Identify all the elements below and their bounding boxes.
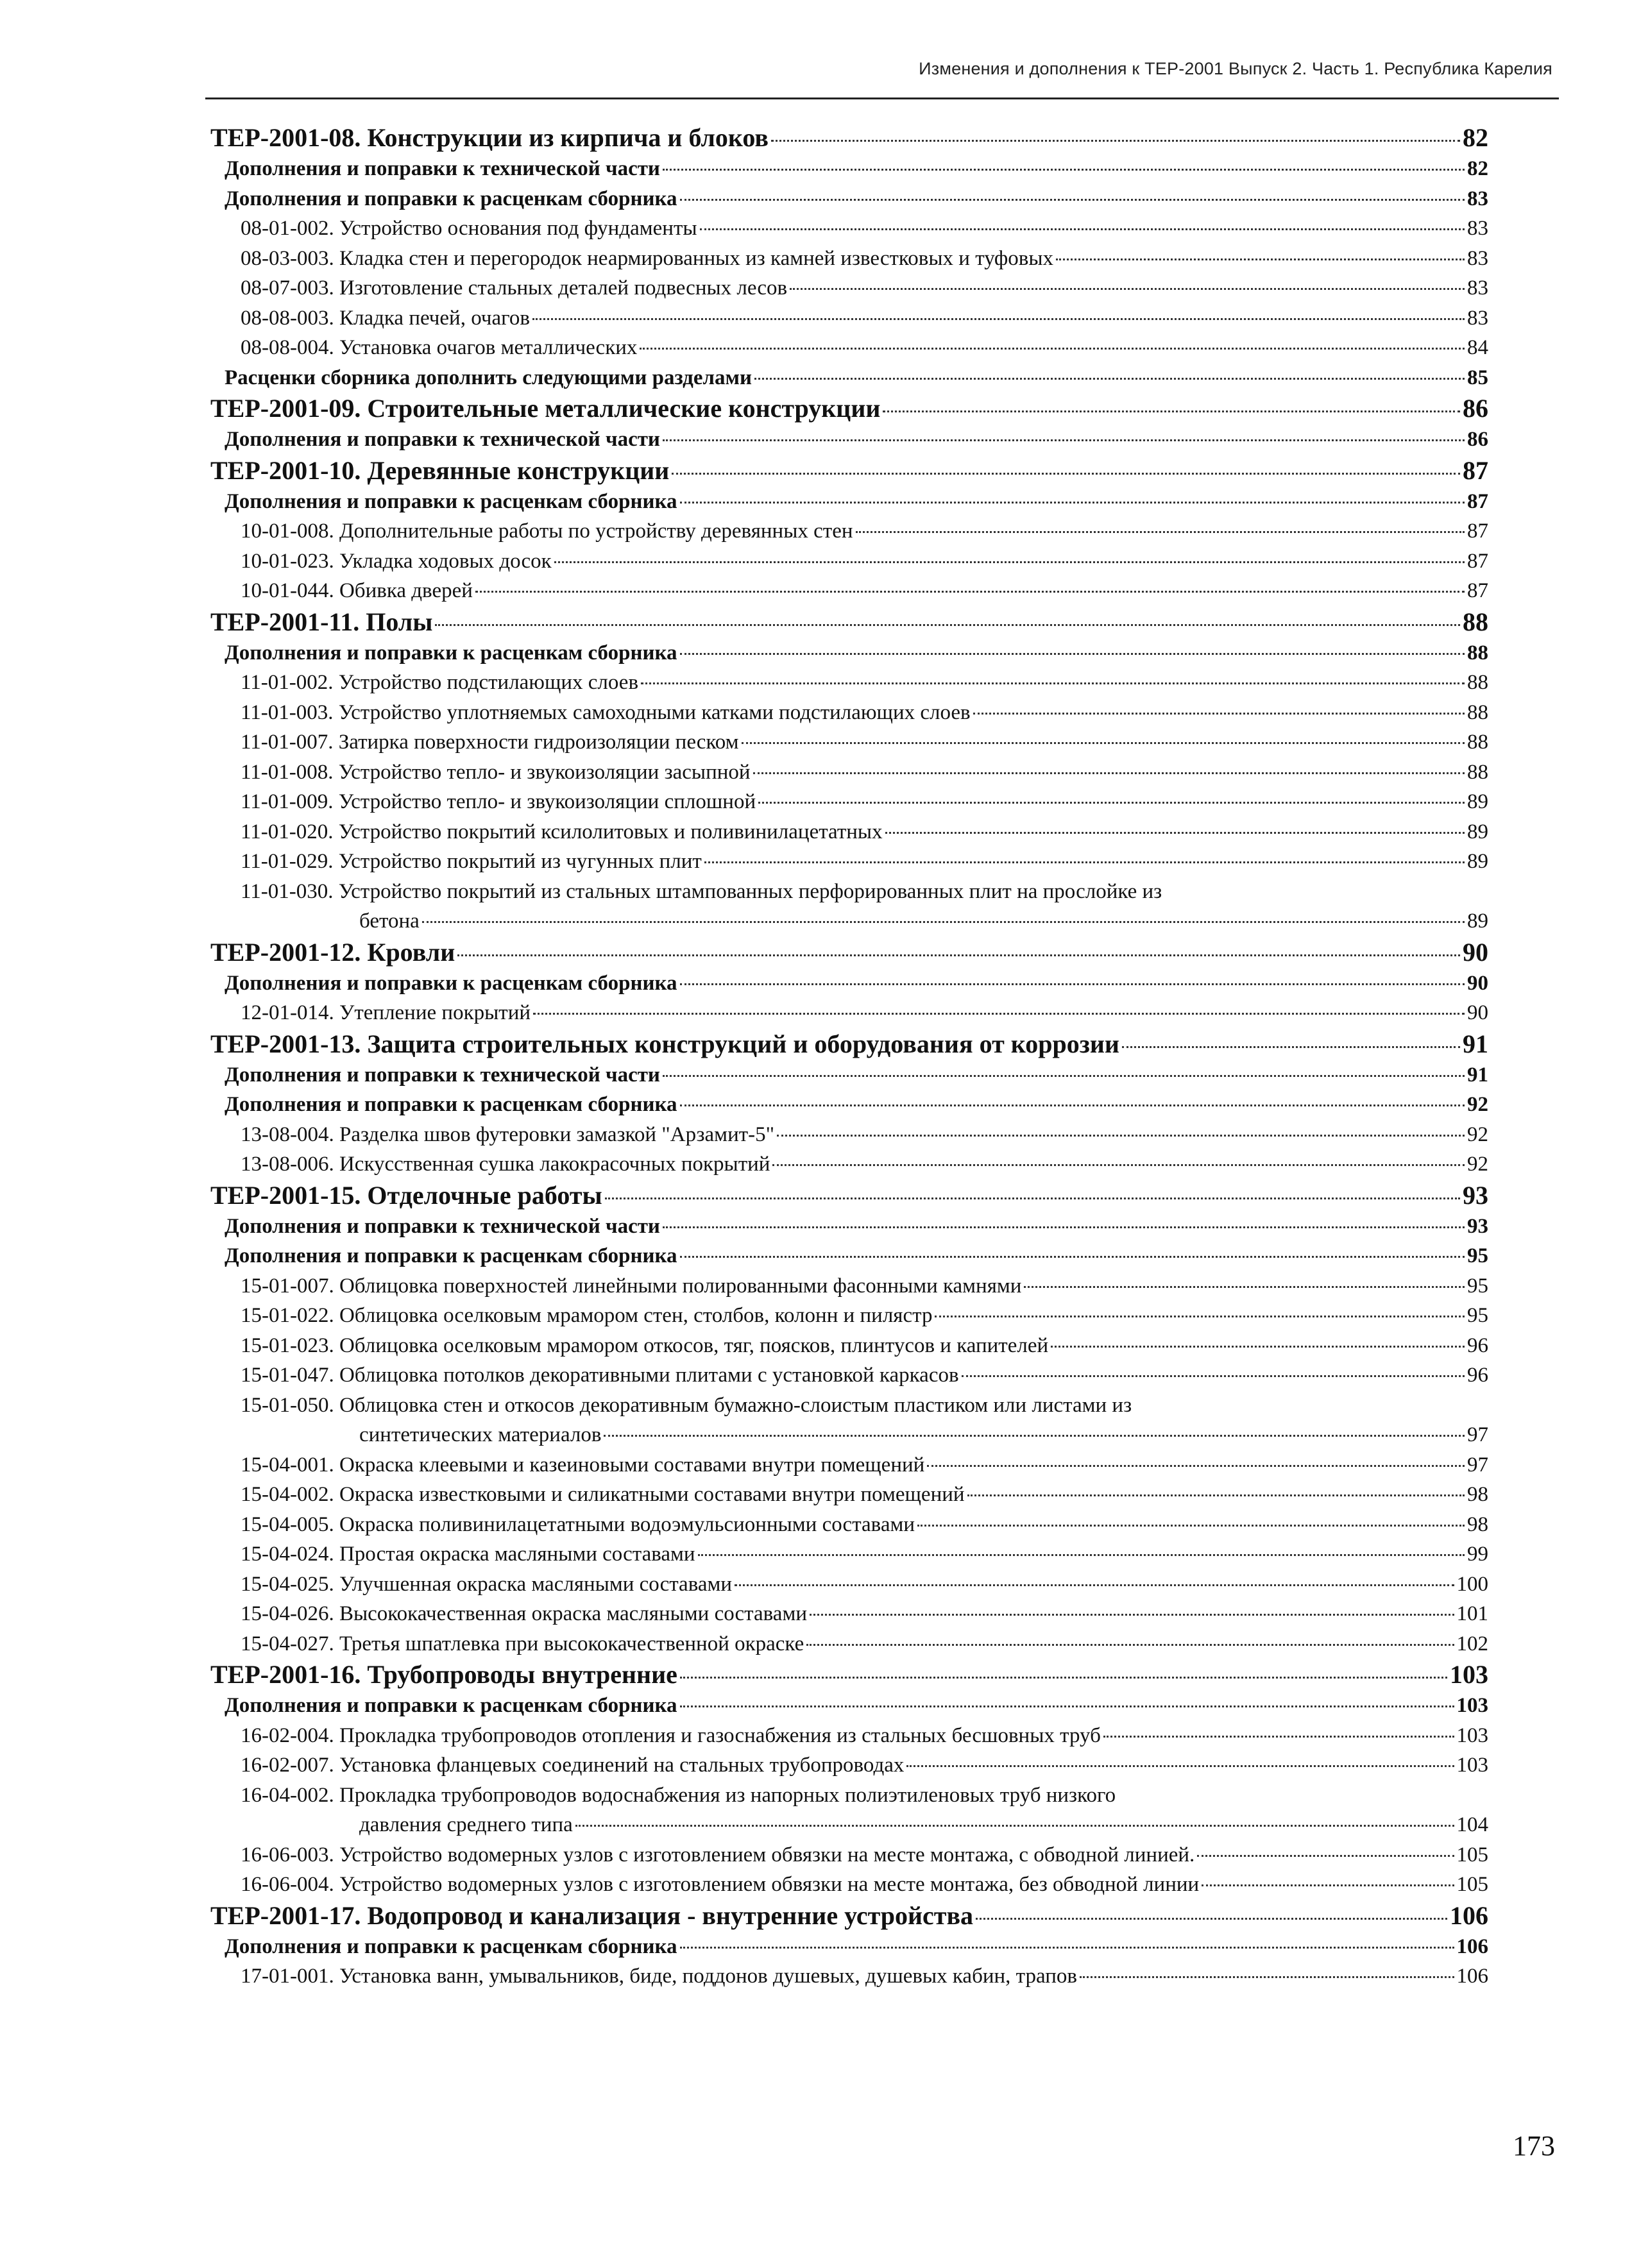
toc-page-number: 83 <box>1467 306 1488 330</box>
toc-page-number: 105 <box>1456 1843 1488 1866</box>
toc-entry-text: 11-01-003. Устройство уплотняемых самоходными катками подстилающих слоев <box>241 700 971 724</box>
toc-entry <box>205 1331 1488 1361</box>
toc-subsection <box>205 638 1488 668</box>
dot-leader <box>422 921 1465 923</box>
toc-page-number: 83 <box>1467 246 1488 270</box>
toc-entry-text: 15-04-026. Высококачественная окраска масляными составами <box>241 1602 807 1625</box>
toc-entry-text: 13-08-004. Разделка швов футеровки замазкой "Арзамит-5" <box>241 1122 775 1146</box>
dot-leader <box>680 1256 1465 1258</box>
toc-page-number: 82 <box>1463 123 1488 152</box>
toc-entry-text: 15-04-025. Улучшенная окраска масляными составами <box>241 1572 733 1596</box>
dot-leader <box>935 1316 1465 1317</box>
toc-entry-text: 15-04-005. Окраска поливинилацетатными водоэмульсионными составами <box>241 1512 915 1536</box>
toc-subsection <box>205 154 1488 184</box>
toc-entry-text: ТЕР-2001-17. Водопровод и канализация - внутренние устройства <box>210 1900 974 1930</box>
dot-leader <box>663 439 1465 441</box>
toc-page-number: 83 <box>1467 276 1488 300</box>
toc-page-number: 106 <box>1450 1900 1488 1930</box>
dot-leader <box>1051 1346 1465 1348</box>
toc-page-number: 95 <box>1467 1244 1488 1267</box>
toc-page-number: 104 <box>1456 1813 1488 1836</box>
dot-leader <box>435 624 1460 626</box>
toc-page-number: 92 <box>1467 1093 1488 1116</box>
toc-entry-text: 16-04-002. Прокладка трубопроводов водоснабжения из напорных полиэтиленовых труб низкого <box>241 1783 1116 1807</box>
toc-page-number: 97 <box>1467 1423 1488 1446</box>
toc-entry-text: 15-04-027. Третья шпатлевка при высококачественной окраске <box>241 1632 804 1655</box>
toc-entry-text: 15-01-047. Облицовка потолков декоративными плитами с установкой каркасов <box>241 1364 959 1387</box>
toc-page-number: 106 <box>1456 1934 1488 1958</box>
toc-entry <box>205 273 1488 303</box>
toc-page-number: 96 <box>1467 1333 1488 1357</box>
toc-entry-text: ТЕР-2001-11. Полы <box>210 607 433 636</box>
dot-leader <box>554 561 1465 563</box>
dot-leader <box>680 502 1465 504</box>
dot-leader <box>806 1644 1454 1646</box>
dot-leader <box>605 1197 1460 1199</box>
toc-entry-text: 15-01-050. Облицовка стен и откосов декоративным бумажно-слоистым пластиком или листами из <box>241 1393 1132 1417</box>
toc-page-number: 97 <box>1467 1453 1488 1477</box>
toc-entry-continuation <box>241 906 1488 936</box>
dot-leader <box>680 1104 1465 1106</box>
toc-entry-text: Дополнения и поправки к расценкам сборника <box>225 187 677 210</box>
toc-page-number: 103 <box>1456 1754 1488 1777</box>
toc-entry-text: 16-06-003. Устройство водомерных узлов с изготовлением обвязки на месте монтажа, с обводной линией. <box>241 1843 1195 1866</box>
toc-page-number: 93 <box>1467 1214 1488 1238</box>
toc-entry-text: синтетических материалов <box>359 1423 602 1446</box>
toc-entry-text: Дополнения и поправки к расценкам сборника <box>225 1694 677 1717</box>
toc-page-number: 93 <box>1463 1180 1488 1210</box>
toc-entry <box>205 1781 1488 1840</box>
toc-page-number: 102 <box>1456 1632 1488 1655</box>
toc-entry <box>205 1539 1488 1570</box>
dot-leader <box>672 473 1460 475</box>
toc-entry <box>205 333 1488 363</box>
toc-section-title <box>205 393 1488 425</box>
toc-entry <box>205 516 1488 546</box>
toc-section-title <box>205 455 1488 487</box>
dot-leader <box>704 861 1465 863</box>
toc-subsection <box>205 1241 1488 1271</box>
toc-section-title <box>205 606 1488 638</box>
toc-page-number: 90 <box>1467 971 1488 995</box>
dot-leader <box>457 954 1460 956</box>
dot-leader <box>790 288 1465 290</box>
dot-leader <box>663 1075 1465 1077</box>
toc-entry-text: 08-07-003. Изготовление стальных деталей подвесных лесов <box>241 276 788 300</box>
dot-leader <box>885 832 1465 834</box>
toc-entry <box>205 787 1488 817</box>
toc-entry-text: ТЕР-2001-15. Отделочные работы <box>210 1180 602 1210</box>
toc-entry-text: 15-01-023. Облицовка оселковым мрамором откосов, тяг, поясков, плинтусов и капителей <box>241 1333 1049 1357</box>
toc-page-number: 87 <box>1467 579 1488 602</box>
toc-entry-text: Дополнения и поправки к технической части <box>225 1214 660 1238</box>
toc-entry-text: Дополнения и поправки к расценкам сборника <box>225 1934 677 1958</box>
dot-leader <box>976 1918 1447 1920</box>
toc-entry-text: 11-01-029. Устройство покрытий из чугунных плит <box>241 850 702 873</box>
toc-entry-text: 15-04-001. Окраска клеевыми и казеиновыми составами внутри помещений <box>241 1453 925 1477</box>
toc-entry-text: Дополнения и поправки к расценкам сборника <box>225 1244 677 1267</box>
dot-leader <box>641 682 1465 684</box>
toc-page-number: 85 <box>1467 366 1488 389</box>
toc-entry-text: ТЕР-2001-12. Кровли <box>210 937 455 967</box>
toc-page-number: 83 <box>1467 217 1488 240</box>
toc-entry-text: 10-01-044. Обивка дверей <box>241 579 473 602</box>
dot-leader <box>700 228 1465 230</box>
dot-leader <box>1080 1976 1454 1978</box>
dot-leader <box>753 772 1465 774</box>
dot-leader <box>1056 258 1465 260</box>
toc-page-number: 103 <box>1450 1660 1488 1689</box>
toc-section-title <box>205 936 1488 969</box>
toc-entry <box>205 668 1488 698</box>
toc-page-number: 99 <box>1467 1543 1488 1566</box>
toc-subsection <box>205 1212 1488 1242</box>
toc-entry-text: ТЕР-2001-10. Деревянные конструкции <box>210 455 670 485</box>
toc-entry-text: бетона <box>359 910 420 933</box>
dot-leader <box>575 1825 1454 1827</box>
dot-leader <box>604 1435 1465 1437</box>
toc-entry-text: ТЕР-2001-08. Конструкции из кирпича и блоков <box>210 123 769 152</box>
dot-leader <box>680 1705 1454 1707</box>
toc-page-number: 88 <box>1467 760 1488 784</box>
dot-leader <box>883 410 1460 412</box>
dot-leader <box>1103 1736 1454 1738</box>
toc-page-number: 89 <box>1467 820 1488 843</box>
toc-entry-text: Дополнения и поправки к расценкам сборника <box>225 489 677 513</box>
toc-entry <box>205 1480 1488 1510</box>
toc-entry-text: 11-01-020. Устройство покрытий ксилолитовых и поливинилацетатных <box>241 820 883 843</box>
toc-page-number: 103 <box>1456 1694 1488 1717</box>
toc-page-number: 98 <box>1467 1483 1488 1506</box>
dot-leader <box>777 1135 1465 1137</box>
toc-entry-text: 16-06-004. Устройство водомерных узлов с изготовлением обвязки на месте монтажа, без обводной линии <box>241 1873 1200 1896</box>
toc-entry <box>205 1301 1488 1331</box>
toc-entry-text: Дополнения и поправки к расценкам сборника <box>225 641 677 664</box>
toc-entry <box>205 698 1488 728</box>
dot-leader <box>754 378 1465 380</box>
toc-page-number: 90 <box>1467 1001 1488 1024</box>
toc-entry <box>205 303 1488 334</box>
dot-leader <box>810 1614 1454 1616</box>
toc-entry-text: Дополнения и поправки к технической части <box>225 157 660 180</box>
toc-entry-continuation <box>241 1420 1488 1450</box>
toc-entry-text: 11-01-030. Устройство покрытий из стальных штампованных перфорированных плит на прослойке из <box>241 879 1162 903</box>
toc-entry <box>205 1750 1488 1781</box>
toc-entry <box>205 546 1488 577</box>
toc-page-number: 87 <box>1463 455 1488 485</box>
dot-leader <box>680 983 1465 985</box>
toc-entry <box>205 214 1488 244</box>
toc-entry <box>205 1360 1488 1391</box>
toc-page-number: 92 <box>1467 1153 1488 1176</box>
page-number: 173 <box>1513 2130 1555 2162</box>
toc-entry-text: 11-01-002. Устройство подстилающих слоев <box>241 671 639 694</box>
toc-page-number: 106 <box>1456 1965 1488 1988</box>
toc-page-number: 88 <box>1467 671 1488 694</box>
toc-page-number: 88 <box>1467 731 1488 754</box>
toc-page-number: 90 <box>1463 937 1488 967</box>
toc-page-number: 89 <box>1467 910 1488 933</box>
toc-entry-text: Дополнения и поправки к технической части <box>225 428 660 451</box>
toc-page-number: 98 <box>1467 1512 1488 1536</box>
toc-entry-text: 15-04-024. Простая окраска масляными составами <box>241 1543 695 1566</box>
toc-entry <box>205 1870 1488 1900</box>
toc-entry-text: Расценки сборника дополнить следующими разделами <box>225 366 752 389</box>
toc-entry <box>205 244 1488 274</box>
toc-subsection <box>205 487 1488 517</box>
toc-entry <box>205 1599 1488 1629</box>
toc-entry <box>205 1391 1488 1450</box>
toc-entry-continuation <box>241 1810 1488 1840</box>
dot-leader <box>663 169 1465 171</box>
toc-subsection <box>205 1060 1488 1090</box>
toc-entry <box>205 1570 1488 1600</box>
dot-leader <box>1122 1046 1460 1048</box>
dot-leader <box>680 1947 1454 1949</box>
toc-entry-text: 15-01-022. Облицовка оселковым мрамором стен, столбов, колонн и пилястр <box>241 1304 933 1327</box>
toc-entry-text: Дополнения и поправки к технической части <box>225 1063 660 1087</box>
toc-subsection <box>205 425 1488 455</box>
toc-entry-text: 08-08-003. Кладка печей, очагов <box>241 306 530 330</box>
toc-entry-text: 08-03-003. Кладка стен и перегородок неармированных из камней известковых и туфовых <box>241 246 1054 270</box>
toc-entry <box>205 1721 1488 1751</box>
dot-leader <box>917 1525 1465 1527</box>
toc-entry-text: 15-01-007. Облицовка поверхностей линейными полированными фасонными камнями <box>241 1274 1022 1298</box>
toc-entry <box>205 1840 1488 1870</box>
toc-entry <box>205 727 1488 757</box>
toc-entry <box>205 757 1488 788</box>
toc-entry-text: 13-08-006. Искусственная сушка лакокрасочных покрытий <box>241 1153 770 1176</box>
dot-leader <box>1024 1286 1465 1288</box>
toc-subsection <box>205 1691 1488 1721</box>
toc-entry-text: 15-04-002. Окраска известковыми и силикатными составами внутри помещений <box>241 1483 965 1506</box>
toc-page-number: 82 <box>1467 157 1488 180</box>
dot-leader <box>1197 1855 1454 1857</box>
toc-subsection <box>205 1932 1488 1962</box>
dot-leader <box>735 1584 1454 1586</box>
toc-page-number: 86 <box>1467 428 1488 451</box>
toc-entry-text: 11-01-009. Устройство тепло- и звукоизоляции сплошной <box>241 790 756 813</box>
toc-entry <box>205 1149 1488 1180</box>
toc-entry-text: 11-01-007. Затирка поверхности гидроизоляции песком <box>241 731 739 754</box>
toc-section-title <box>205 122 1488 154</box>
toc-entry-text: ТЕР-2001-09. Строительные металлические конструкции <box>210 394 881 423</box>
dot-leader <box>758 802 1465 804</box>
dot-leader <box>856 531 1465 533</box>
toc-entry-text: Дополнения и поправки к расценкам сборника <box>225 1093 677 1116</box>
toc-page-number: 95 <box>1467 1274 1488 1298</box>
dot-leader <box>533 1013 1465 1015</box>
dot-leader <box>906 1765 1454 1767</box>
dot-leader <box>680 653 1465 655</box>
toc-entry-text: 10-01-008. Дополнительные работы по устройству деревянных стен <box>241 520 853 543</box>
toc-subsection <box>205 363 1488 393</box>
toc-entry <box>205 1510 1488 1540</box>
toc-page-number: 87 <box>1467 549 1488 573</box>
toc-section-title <box>205 1028 1488 1060</box>
toc-entry <box>205 1271 1488 1301</box>
table-of-contents <box>205 122 1488 1992</box>
toc-entry-text: ТЕР-2001-16. Трубопроводы внутренние <box>210 1660 677 1689</box>
toc-page-number: 91 <box>1467 1063 1488 1087</box>
toc-entry-text: 08-01-002. Устройство основания под фундаменты <box>241 217 697 240</box>
toc-page-number: 103 <box>1456 1723 1488 1747</box>
toc-page-number: 87 <box>1467 520 1488 543</box>
dot-leader <box>962 1375 1465 1377</box>
toc-page-number: 92 <box>1467 1122 1488 1146</box>
toc-entry <box>205 576 1488 606</box>
dot-leader <box>1202 1884 1454 1886</box>
dot-leader <box>663 1226 1465 1228</box>
dot-leader <box>967 1494 1465 1496</box>
toc-entry-text: 10-01-023. Укладка ходовых досок <box>241 549 552 573</box>
toc-page-number: 91 <box>1463 1029 1488 1058</box>
toc-entry-text: Дополнения и поправки к расценкам сборника <box>225 971 677 995</box>
toc-entry <box>205 817 1488 847</box>
toc-entry <box>205 1629 1488 1659</box>
toc-page-number: 100 <box>1456 1572 1488 1596</box>
toc-entry <box>205 877 1488 936</box>
toc-entry <box>205 998 1488 1028</box>
toc-section-title <box>205 1900 1488 1932</box>
dot-leader <box>771 140 1460 142</box>
dot-leader <box>698 1554 1465 1556</box>
toc-subsection <box>205 184 1488 214</box>
toc-entry <box>205 1450 1488 1480</box>
toc-page-number: 83 <box>1467 187 1488 210</box>
toc-subsection <box>205 1090 1488 1120</box>
dot-leader <box>927 1465 1465 1467</box>
running-header: Изменения и дополнения к ТЕР-2001 Выпуск 2. Часть 1. Республика Карелия <box>919 59 1552 78</box>
toc-section-title <box>205 1180 1488 1212</box>
dot-leader <box>640 348 1465 350</box>
toc-entry <box>205 1120 1488 1150</box>
toc-page-number: 95 <box>1467 1304 1488 1327</box>
toc-page-number: 88 <box>1463 607 1488 636</box>
dot-leader <box>680 199 1465 201</box>
toc-page-number: 105 <box>1456 1873 1488 1896</box>
dot-leader <box>973 713 1465 715</box>
dot-leader <box>742 742 1465 744</box>
toc-page-number: 84 <box>1467 336 1488 359</box>
toc-page-number: 101 <box>1456 1602 1488 1625</box>
toc-entry-text: 11-01-008. Устройство тепло- и звукоизоляции засыпной <box>241 760 751 784</box>
toc-subsection <box>205 969 1488 999</box>
toc-page-number: 96 <box>1467 1364 1488 1387</box>
toc-section-title <box>205 1659 1488 1691</box>
dot-leader <box>680 1677 1447 1679</box>
toc-page-number: 87 <box>1467 489 1488 513</box>
toc-entry-text: ТЕР-2001-13. Защита строительных конструкций и оборудования от коррозии <box>210 1029 1119 1058</box>
dot-leader <box>532 318 1465 320</box>
toc-entry-text: 12-01-014. Утепление покрытий <box>241 1001 531 1024</box>
toc-page-number: 88 <box>1467 700 1488 724</box>
toc-entry <box>205 1961 1488 1992</box>
dot-leader <box>772 1164 1465 1166</box>
toc-page-number: 88 <box>1467 641 1488 664</box>
toc-entry-text: 08-08-004. Установка очагов металлических <box>241 336 638 359</box>
toc-entry-text: 16-02-004. Прокладка трубопроводов отопления и газоснабжения из стальных бесшовных труб <box>241 1723 1101 1747</box>
toc-entry-text: 17-01-001. Установка ванн, умывальников, биде, поддонов душевых, душевых кабин, трапов <box>241 1965 1077 1988</box>
toc-entry-text: давления среднего типа <box>359 1813 573 1836</box>
toc-page-number: 89 <box>1467 790 1488 813</box>
header-rule <box>205 97 1559 99</box>
toc-page-number: 86 <box>1463 394 1488 423</box>
toc-page-number: 89 <box>1467 850 1488 873</box>
toc-entry-text: 16-02-007. Установка фланцевых соединений на стальных трубопроводах <box>241 1754 905 1777</box>
dot-leader <box>475 591 1465 593</box>
toc-entry <box>205 847 1488 877</box>
